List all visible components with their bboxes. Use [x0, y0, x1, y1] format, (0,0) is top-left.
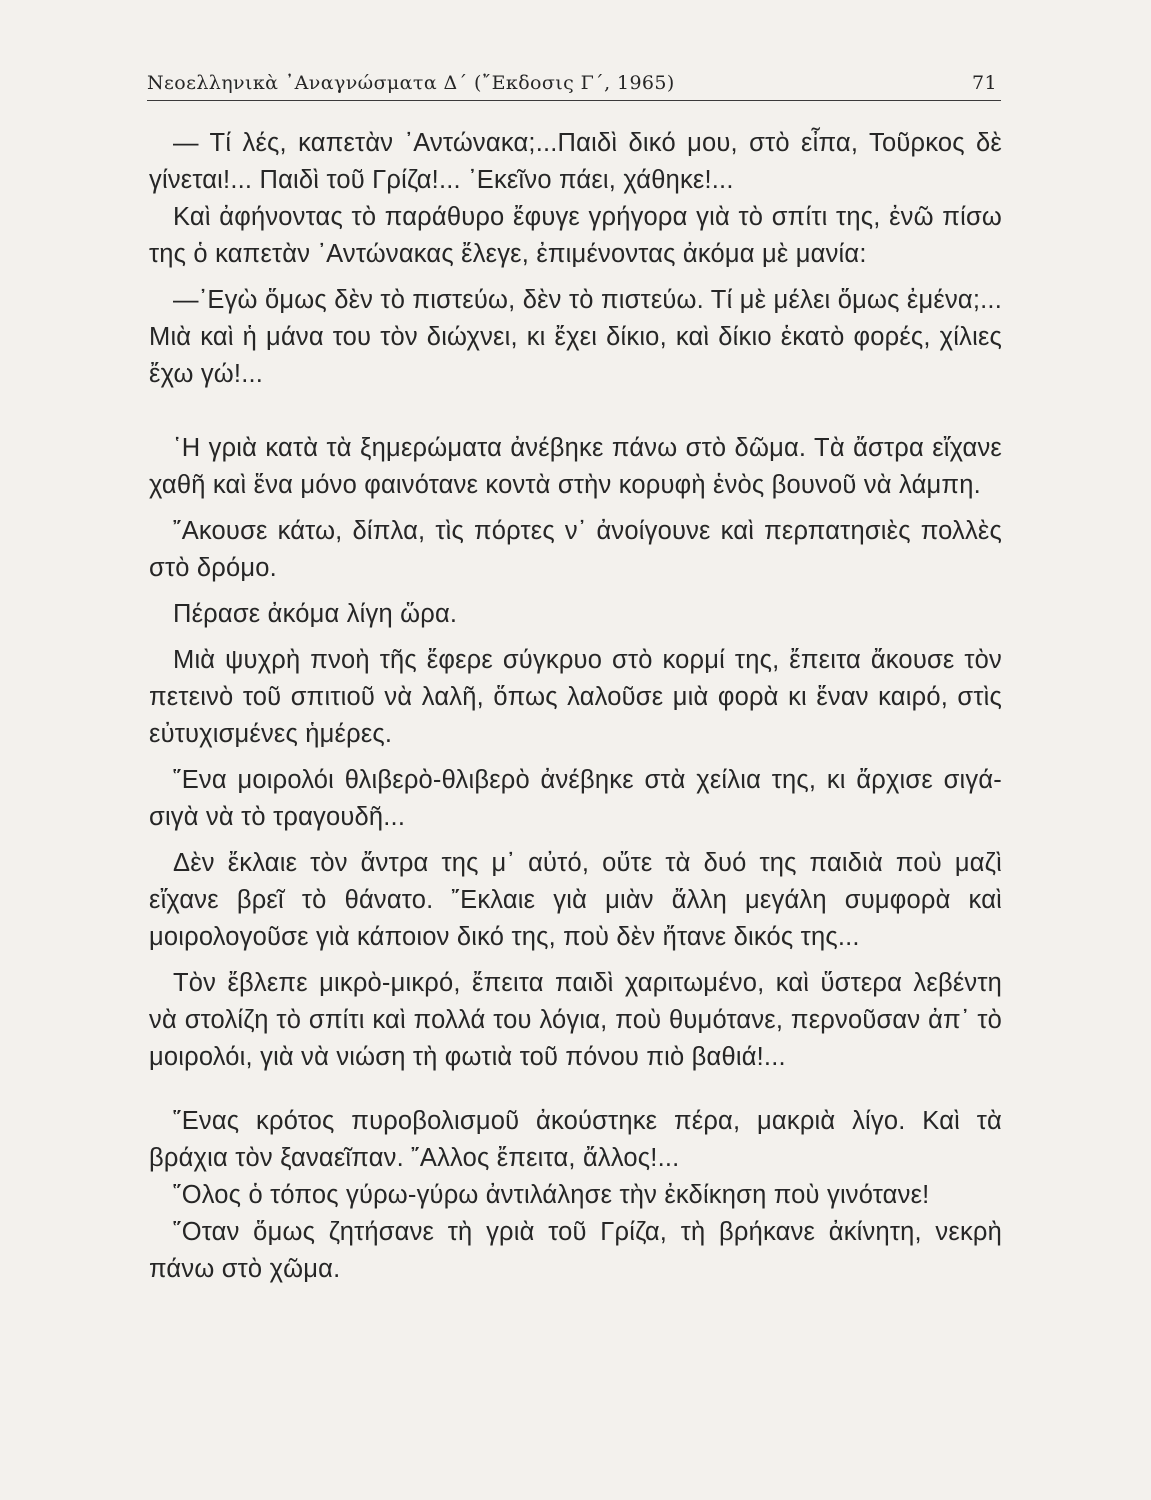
paragraph: Μιὰ ψυχρὴ πνοὴ τῆς ἔφερε σύγκρυο στὸ κορμί της, ἔπειτα ἄκουσε τὸν πετεινὸ τοῦ σπιτιοῦ νὰ λαλῆ, ὅπως λαλοῦσε μιὰ φορὰ κι ἕναν καιρό, στὶς εὐτυχισμένες ἡμέρες. [149, 646, 1002, 748]
paragraph: Καὶ ἀφήνοντας τὸ παράθυρο ἔφυγε γρήγορα γιὰ τὸ σπίτι της, ἐνῶ πίσω της ὁ καπετὰν ᾿Αντώνακας ἔλεγε, ἐπιμένοντας ἀκόμα μὲ μανία: [149, 203, 1002, 268]
paragraph: ῞Οταν ὅμως ζητήσανε τὴ γριὰ τοῦ Γρίζα, τὴ βρήκανε ἀκίνητη, νεκρὴ πάνω στὸ χῶμα. [149, 1218, 1002, 1283]
paragraph: Πέρασε ἀκόμα λίγη ὥρα. [173, 600, 458, 628]
body-text [149, 125, 1002, 1288]
page-number: 71 [972, 72, 997, 94]
paragraph: — Τί λές, καπετὰν ᾿Αντώνακα;...Παιδὶ δικό μου, στὸ εἶπα, Τοῦρκος δὲ γίνεται!... Παιδὶ τοῦ Γρίζα!... ᾿Εκεῖνο πάει, χάθηκε!... [149, 129, 1002, 194]
paragraph: ῞Ενας κρότος πυροβολισμοῦ ἀκούστηκε πέρα, μακριὰ λίγο. Καὶ τὰ βράχια τὸν ξαναεῖπαν. ῎Αλλος ἔπειτα, ἄλλος!... [149, 1107, 1002, 1172]
paragraph: —᾿Εγὼ ὅμως δὲν τὸ πιστεύω, δὲν τὸ πιστεύω. Τί μὲ μέλει ὅμως ἐμένα;... Μιὰ καὶ ἡ μάνα του τὸν διώχνει, κι ἔχει δίκιο, καὶ δίκιο ἑκατὸ φορές, χίλιες ἔχω γώ!... [149, 286, 1002, 388]
header-title: Νεοελληνικὰ ᾿Αναγνώσματα Δ΄ (῎Εκδοσις Γ΄, 1965) [147, 72, 675, 94]
paragraph: Δὲν ἔκλαιε τὸν ἄντρα της μ᾿ αὐτό, οὔτε τὰ δυό της παιδιὰ ποὺ μαζὶ εἴχανε βρεῖ τὸ θάνατο. ῎Εκλαιε γιὰ μιὰν ἄλλη μεγάλη συμφορὰ καὶ μοιρολογοῦσε γιὰ κάποιον δικό της, ποὺ δὲν ἤτανε δικός της... [149, 849, 1002, 951]
paragraph: ῎Ακουσε κάτω, δίπλα, τὶς πόρτες ν᾿ ἀνοίγουνε καὶ περπατησιὲς πολλὲς στὸ δρόμο. [149, 517, 1002, 582]
paragraph: ῾Η γριὰ κατὰ τὰ ξημερώματα ἀνέβηκε πάνω στὸ δῶμα. Τὰ ἄστρα εἴχανε χαθῆ καὶ ἕνα μόνο φαινότανε κοντὰ στὴν κορυφὴ ἑνὸς βουνοῦ νὰ λάμπη. [149, 434, 1002, 499]
paragraph: Τὸν ἔβλεπε μικρὸ-μικρό, ἔπειτα παιδὶ χαριτωμένο, καὶ ὕστερα λεβέντη νὰ στολίζη τὸ σπίτι καὶ πολλά του λόγια, ποὺ θυμότανε, περνοῦσαν ἀπ᾿ τὸ μοιρολόι, γιὰ νὰ νιώση τὴ φωτιὰ τοῦ πόνου πιὸ βαθιά!... [149, 969, 1002, 1071]
paragraph: ῞Ενα μοιρολόι θλιβερὸ-θλιβερὸ ἀνέβηκε στὰ χείλια της, κι ἄρχισε σιγά-σιγὰ νὰ τὸ τραγουδῆ... [149, 766, 1002, 831]
paragraph: ῞Ολος ὁ τόπος γύρω-γύρω ἀντιλάλησε τὴν ἐκδίκηση ποὺ γινότανε! [173, 1181, 930, 1209]
running-header [147, 70, 1001, 101]
